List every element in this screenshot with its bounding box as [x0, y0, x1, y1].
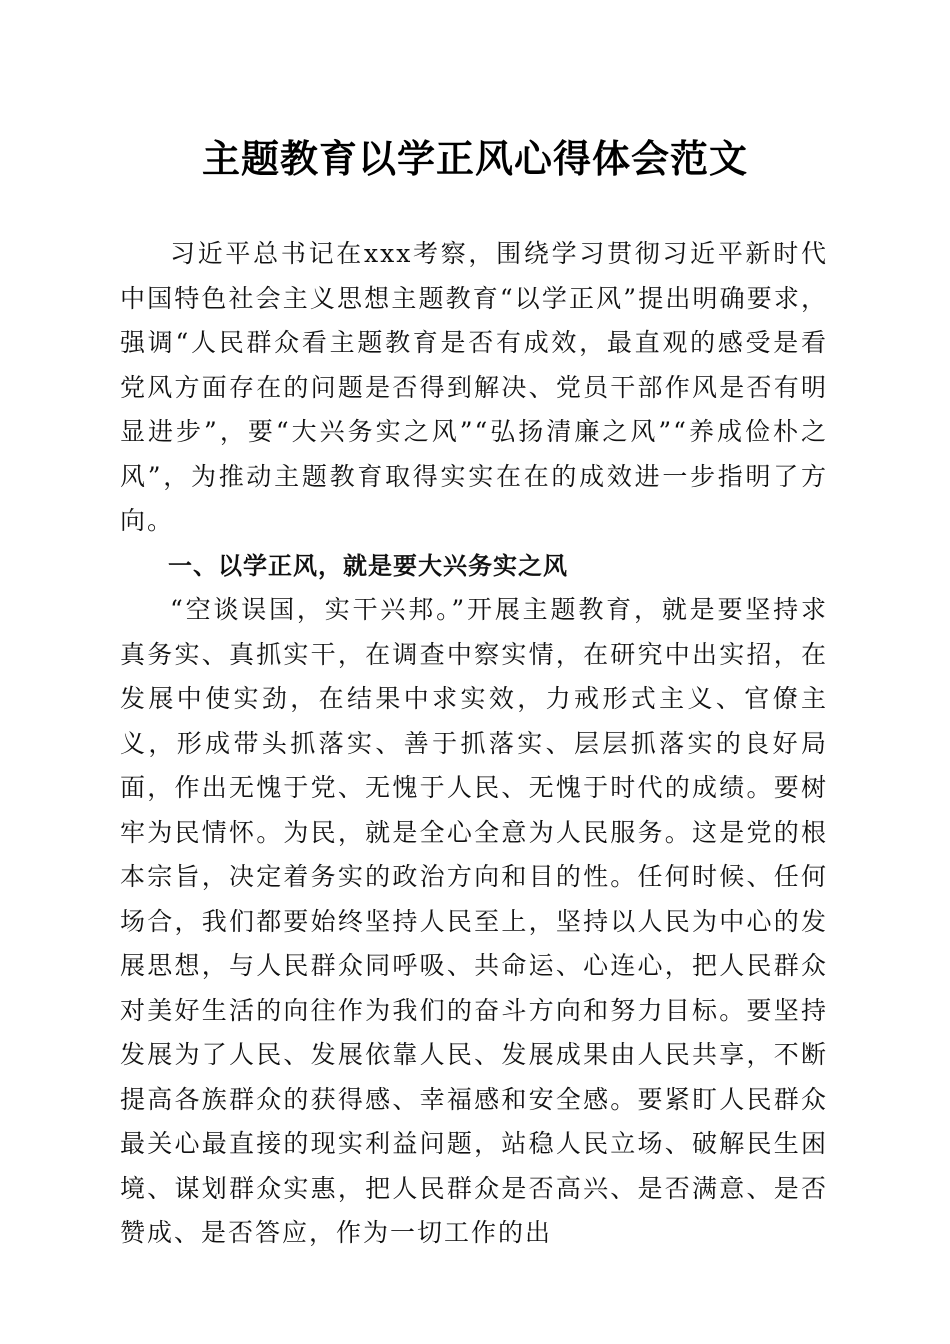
intro-paragraph: 习近平总书记在xxx考察，围绕学习贯彻习近平新时代中国特色社会主义思想主题教育“以学正风”提出明确要求，强调“人民群众看主题教育是否有成效，最直观的感受是看党风方面存在的问题是否得到解决、党员干部作风是否有明显进步”，要“大兴务实之风”“弘扬清廉之风”“养成俭朴之风”，为推动主题教育取得实实在在的成效进一步指明了方向。 [120, 239, 828, 535]
document-body [120, 232, 828, 1256]
document-title: 主题教育以学正风心得体会范文 [201, 136, 748, 181]
section-paragraph-1: “空谈误国，实干兴邦。”开展主题教育，就是要坚持求真务实、真抓实干，在调查中察实情，在研究中出实招，在发展中使实劲，在结果中求实效，力戒形式主义、官僚主义，形成带头抓落实、善于抓落实、层层抓落实的良好局面，作出无愧于党、无愧于人民、无愧于时代的成绩。要树牢为民情怀。为民，就是全心全意为人民服务。这是党的根本宗旨，决定着务实的政治方向和目的性。任何时候、任何场合，我们都要始终坚持人民至上，坚持以人民为中心的发展思想，与人民群众同呼吸、共命运、心连心，把人民群众对美好生活的向往作为我们的奋斗方向和努力目标。要坚持发展为了人民、发展依靠人民、发展成果由人民共享，不断提高各族群众的获得感、幸福感和安全感。要紧盯人民群众最关心最直接的现实利益问题，站稳人民立场、破解民生困境、谋划群众实惠，把人民群众是否高兴、是否满意、是否赞成、是否答应，作为一切工作的出 [120, 595, 828, 1247]
section-heading-1: 一、以学正风，就是要大兴务实之风 [168, 551, 568, 580]
